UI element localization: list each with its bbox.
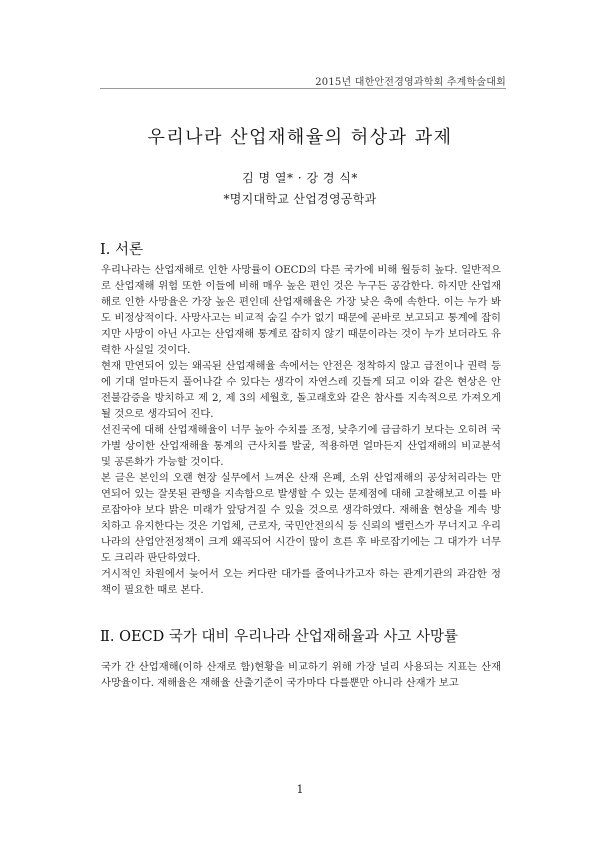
paragraph: 국가 간 산업재해(이하 산재로 함)현황을 비교하기 위해 가장 널리 사용되는 지표는 산재사망율이다. 재해율은 재해율 산출기준이 국가마다 다를뿐만 아니라 산재가 보고 [101,661,501,689]
header-divider [100,88,506,89]
paragraph: 우리나라는 산업재해로 인한 사망률이 OECD의 다른 국가에 비해 월등히 높다. 일반적으로 산업재해 위험 또한 이들에 비해 매우 높은 편인 것은 누구든 공감한다. 하지만 산업재해로 인한 사망율은 가장 높은 편인데 산업재해율은 가장 낮은 축에 속한다. 이는 누가 봐도 비정상적이다. 사망사고는 비교적 숨길 수가 없기 때문에 곧바로 보고되고 통계에 잡히지만 사망이 아닌 사고는 산업재해 통계로 잡히지 않기 때문이라는 것이 누가 보더라도 유력한 사실일 것이다. [101,264,501,356]
author-affiliation: *명지대학교 산업경영공학과 [223,192,377,206]
author-list: 김 명 열* · 강 경 식* [242,171,358,185]
paragraph: 본 글은 본인의 오랜 현장 실무에서 느껴온 산재 은폐, 소위 산업재해의 공상처리라는 만연되어 있는 잘못된 관행을 지속함으로 발생할 수 있는 문제점에 대해 고찰해보고 이를 바로잡아야 보다 밝은 미래가 앞당겨질 수 있을 것으로 생각하였다. 재해율 현상을 계속 방치하고 유지한다는 것은 기업체, 근로자, 국민안전의식 등 신뢰의 밸런스가 무너지고 우리나라의 산업안전정책이 크게 왜곡되어 시간이 많이 흐른 후 바로잡기에는 그 대가가 너무도 크리라 판단하였다. [101,472,501,564]
page-number: 1 [296,783,304,796]
section-body-oecd-comparison [101,659,501,691]
paragraph: 선진국에 대해 산업재해율이 너무 높아 수치를 조정, 낮추기에 급급하기 보다는 오히려 국가별 상이한 산업재해율 통계의 근사치를 발굴, 적용하면 얼마든지 산업재해의 비교분석 및 공론화가 가능할 것이다. [101,424,501,468]
conference-header: 2015년 대한안전경영과학회 추계학술대회 [315,77,506,88]
paragraph: 거시적인 차원에서 늦어서 오는 커다란 대가를 줄여나가고자 하는 관계기관의 과감한 정책이 필요한 때로 본다. [101,568,501,596]
section-heading-introduction: Ⅰ. 서론 [100,242,143,258]
paragraph: 현재 만연되어 있는 왜곡된 산업재해율 속에서는 안전은 정착하지 않고 급전이나 권력 등에 기대 얼마든지 풀어나갈 수 있다는 생각이 자연스레 깃들게 되고 이와 같은 현상은 안전불감증을 방치하고 제 2, 제 3의 세월호, 돌고래호와 같은 참사를 지속적으로 가져오게 될 것으로 생각되어 진다. [101,360,501,420]
section-heading-oecd-comparison: Ⅱ. OECD 국가 대비 우리나라 산업재해율과 사고 사망률 [100,629,459,645]
section-body-introduction [101,262,501,598]
paper-title: 우리나라 산업재해율의 허상과 과제 [147,127,453,148]
